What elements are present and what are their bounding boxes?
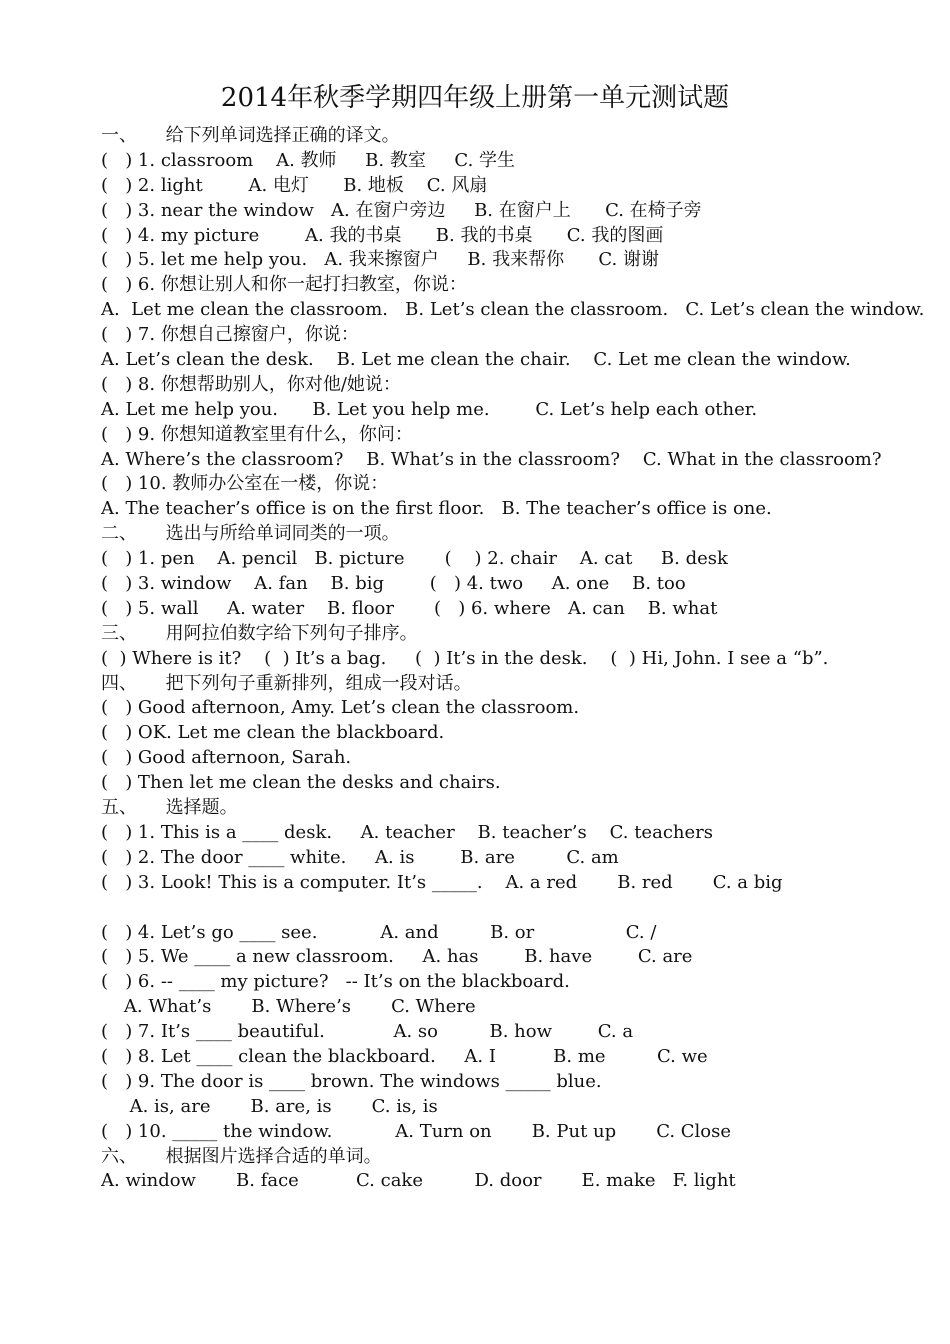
text-line: ( ) 5. let me help you. A. 我来擦窗户 B. 我来帮你 C. 谢谢 — [101, 249, 659, 271]
worksheet-body — [101, 124, 925, 1194]
text-line: ( ) Where is it? ( ) It’s a bag. ( ) It’s in the desk. ( ) Hi, John. I see a “b”. — [101, 647, 829, 669]
text-line: ( ) 5. wall A. water B. floor ( ) 6. where A. can B. what — [101, 597, 718, 619]
worksheet-title: 2014年秋季学期四年级上册第一单元测试题 — [220, 83, 730, 113]
text-line: ( ) 8. 你想帮助别人，你对他/她说： — [101, 373, 401, 395]
text-line: 二、 选出与所给单词同类的一项。 — [101, 523, 400, 545]
text-line: ( ) 4. my picture A. 我的书桌 B. 我的书桌 C. 我的图画 — [101, 224, 664, 246]
text-line: ( ) 6. -- ____ my picture? -- It’s on the blackboard. — [101, 971, 570, 993]
text-line: 三、 用阿拉伯数字给下列句子排序。 — [101, 622, 418, 644]
text-line: A. What’s B. Where’s C. Where — [101, 996, 476, 1018]
text-line: ( ) Good afternoon, Amy. Let’s clean the classroom. — [101, 697, 580, 719]
text-line: ( ) 1. This is a ____ desk. A. teacher B. teacher’s C. teachers — [101, 821, 713, 843]
text-line: ( ) 3. Look! This is a computer. It’s _____. A. a red B. red C. a big — [101, 871, 783, 893]
text-line: ( ) 3. near the window A. 在窗户旁边 B. 在窗户上 C. 在椅子旁 — [101, 199, 702, 221]
text-line: ( ) 9. The door is ____ brown. The windows _____ blue. — [101, 1070, 602, 1092]
text-line: 六、 根据图片选择合适的单词。 — [101, 1145, 382, 1167]
text-line: A. The teacher’s office is on the first floor. B. The teacher’s office is one. — [101, 498, 772, 520]
text-line: 四、 把下列句子重新排列，组成一段对话。 — [101, 672, 472, 694]
text-line: ( ) OK. Let me clean the blackboard. — [101, 722, 445, 744]
text-line: A. Let me clean the classroom. B. Let’s clean the classroom. C. Let’s clean the window. — [101, 299, 925, 321]
text-line: ( ) 3. window A. fan B. big ( ) 4. two A. one B. too — [101, 573, 686, 595]
text-line: ( ) Then let me clean the desks and chairs. — [101, 772, 501, 794]
text-line: ( ) 1. classroom A. 教师 B. 教室 C. 学生 — [101, 149, 516, 171]
text-line: ( ) 8. Let ____ clean the blackboard. A. I B. me C. we — [101, 1045, 708, 1067]
text-line: A. Where’s the classroom? B. What’s in the classroom? C. What in the classroom? — [101, 448, 882, 470]
text-line: ( ) 7. It’s ____ beautiful. A. so B. how C. a — [101, 1021, 634, 1043]
text-line: ( ) 10. _____ the window. A. Turn on B. Put up C. Close — [101, 1120, 732, 1142]
text-line: A. Let me help you. B. Let you help me. C. Let’s help each other. — [101, 398, 758, 420]
text-line: A. window B. face C. cake D. door E. make F. light — [101, 1170, 736, 1192]
text-line: ( ) 2. light A. 电灯 B. 地板 C. 风扇 — [101, 174, 488, 196]
text-line: A. is, are B. are, is C. is, is — [101, 1095, 438, 1117]
text-line: ( ) 10. 教师办公室在一楼，你说： — [101, 473, 389, 495]
text-line: A. Let’s clean the desk. B. Let me clean the chair. C. Let me clean the window. — [101, 349, 851, 371]
text-line: ( ) 2. The door ____ white. A. is B. are C. am — [101, 846, 619, 868]
text-line: ( ) 7. 你想自己擦窗户，你说： — [101, 324, 359, 346]
text-line: ( ) 6. 你想让别人和你一起打扫教室，你说： — [101, 274, 467, 296]
text-line: 一、 给下列单词选择正确的译文。 — [101, 125, 400, 146]
text-line: ( ) 9. 你想知道教室里有什么，你问： — [101, 423, 413, 445]
text-line: ( ) Good afternoon, Sarah. — [101, 747, 352, 769]
text-line: ( ) 5. We ____ a new classroom. A. has B. have C. are — [101, 946, 693, 968]
text-line: 五、 选择题。 — [101, 797, 238, 819]
text-line: ( ) 1. pen A. pencil B. picture ( ) 2. chair A. cat B. desk — [101, 548, 728, 570]
text-line: ( ) 4. Let’s go ____ see. A. and B. or C. / — [101, 921, 657, 943]
text-line — [101, 896, 901, 921]
